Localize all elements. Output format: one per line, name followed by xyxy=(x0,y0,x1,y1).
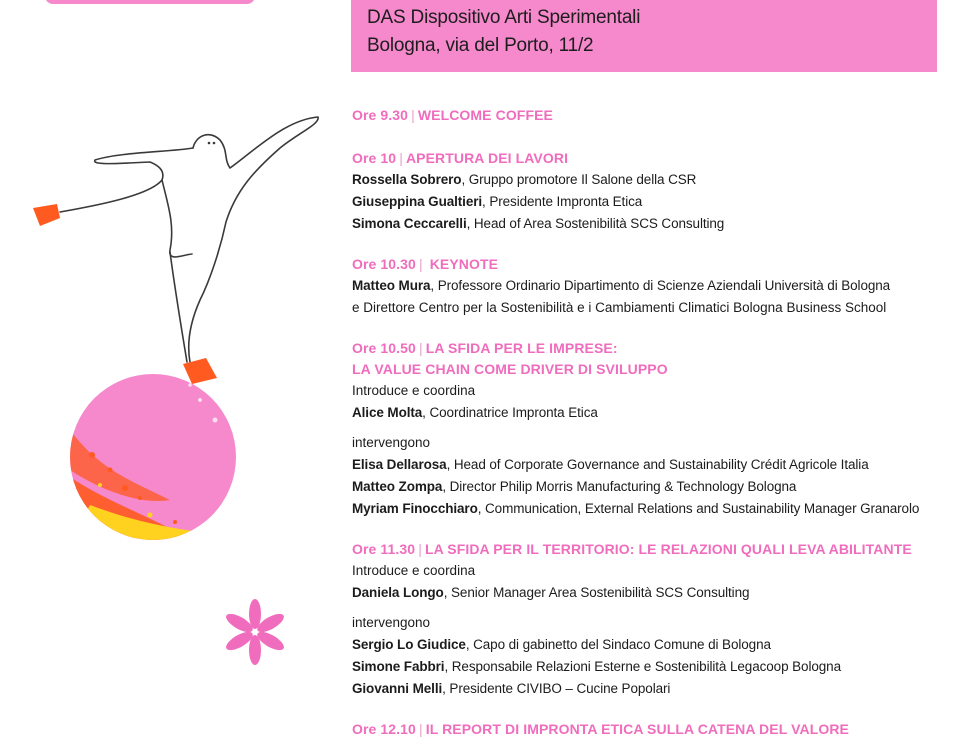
speaker-name: Rossella Sobrero xyxy=(352,172,462,187)
session-time: Ore 10.50 xyxy=(352,340,416,356)
moderator-name: Alice Molta xyxy=(352,405,423,420)
speaker-name: Myriam Finocchiaro xyxy=(352,501,478,516)
speaker-name: Matteo Zompa xyxy=(352,479,443,494)
moderator-line xyxy=(352,582,952,604)
speaker-role: , Director Philip Morris Manufacturing & Technology Bologna xyxy=(442,479,797,494)
session-heading xyxy=(352,148,952,169)
speaker-line xyxy=(352,169,952,191)
speaker-role: , Presidente Impronta Etica xyxy=(482,194,643,209)
session-apertura xyxy=(352,148,952,235)
session-time: Ore 10.30 xyxy=(352,256,416,272)
speaker-line xyxy=(352,454,952,476)
intro-label: Introduce e coordina xyxy=(352,563,476,578)
dancer-eye xyxy=(208,142,211,145)
speaker-line xyxy=(352,678,952,700)
session-time: Ore 12.10 xyxy=(352,721,416,737)
speaker-role: , Communication, External Relations and Sustainability Manager Granarolo xyxy=(477,501,920,516)
session-heading xyxy=(352,539,952,560)
venue-name: DAS Dispositivo Arti Sperimentali xyxy=(367,7,641,28)
speaker-line xyxy=(352,656,952,678)
speaker-line xyxy=(352,498,952,520)
session-title: KEYNOTE xyxy=(425,256,499,272)
moderator-role: , Senior Manager Area Sostenibilità SCS Consulting xyxy=(443,585,750,600)
speaker-role: , Head of Area Sostenibilità SCS Consulting xyxy=(466,216,725,231)
heading-separator: | xyxy=(418,721,423,737)
moderator-role: , Coordinatrice Impronta Etica xyxy=(422,405,598,420)
session-report xyxy=(352,719,952,740)
session-heading xyxy=(352,719,952,740)
session-sfida-imprese xyxy=(352,338,952,520)
heading-separator: | xyxy=(418,340,423,356)
venue-banner xyxy=(351,0,937,72)
heading-separator: | xyxy=(399,150,403,166)
session-title: WELCOME COFFEE xyxy=(417,107,553,123)
speaker-name: Matteo Mura xyxy=(352,278,431,293)
session-title: LA SFIDA PER IL TERRITORIO: LE RELAZIONI QUALI LEVA ABILITANTE xyxy=(424,541,912,557)
speaker-role: , Capo di gabinetto del Sindaco Comune di Bologna xyxy=(465,637,771,652)
session-title: IL REPORT DI IMPRONTA ETICA SULLA CATENA DEL VALORE xyxy=(425,721,849,737)
dancer-eye xyxy=(213,142,216,145)
session-heading xyxy=(352,105,952,126)
moderator-line xyxy=(352,402,952,424)
speaker-line xyxy=(352,213,952,235)
speaker-name: Simone Fabbri xyxy=(352,659,445,674)
session-welcome-coffee xyxy=(352,105,952,126)
session-sfida-territorio xyxy=(352,539,952,700)
session-title: LA SFIDA PER LE IMPRESE: xyxy=(425,340,618,356)
session-title: APERTURA DEI LAVORI xyxy=(405,150,569,166)
speaker-role: , Professore Ordinario Dipartimento di Scienze Aziendali Università di Bologna xyxy=(430,278,891,293)
heading-separator: | xyxy=(418,541,422,557)
speaker-line xyxy=(352,634,952,656)
flower-icon xyxy=(223,599,286,665)
speaker-role: , Responsabile Relazioni Esterne e Sostenibilità Legacoop Bologna xyxy=(444,659,841,674)
moderator-name: Daniela Longo xyxy=(352,585,444,600)
program-schedule xyxy=(352,105,952,740)
speaker-role-continuation: e Direttore Centro per la Sostenibilità e i Cambiamenti Climatici Bologna Business School xyxy=(352,300,887,315)
session-time: Ore 11.30 xyxy=(352,541,416,557)
dancer-on-ball-illustration xyxy=(0,100,345,750)
session-time: Ore 9.30 xyxy=(352,107,409,123)
left-shoe xyxy=(33,204,60,226)
speaker-name: Giuseppina Gualtieri xyxy=(352,194,483,209)
session-time: Ore 10 xyxy=(352,150,397,166)
speakers-label: intervengono xyxy=(352,615,431,630)
heading-separator: | xyxy=(418,256,423,272)
speaker-line xyxy=(352,476,952,498)
speakers-label: intervengono xyxy=(352,435,431,450)
dancer-figure xyxy=(60,117,318,362)
speaker-name: Elisa Dellarosa xyxy=(352,457,447,472)
speaker-role: , Gruppo promotore Il Salone della CSR xyxy=(461,172,697,187)
session-title-line-2: LA VALUE CHAIN COME DRIVER DI SVILUPPO xyxy=(352,361,668,377)
top-decorative-tab xyxy=(45,0,255,4)
session-keynote xyxy=(352,254,952,319)
intro-label: Introduce e coordina xyxy=(352,383,476,398)
speaker-role: , Presidente CIVIBO – Cucine Popolari xyxy=(442,681,671,696)
ball-graphic xyxy=(60,374,236,560)
heading-separator: | xyxy=(411,107,415,123)
speaker-name: Sergio Lo Giudice xyxy=(352,637,466,652)
speaker-name: Simona Ceccarelli xyxy=(352,216,467,231)
speaker-line xyxy=(352,275,952,297)
speaker-role: , Head of Corporate Governance and Sustainability Crédit Agricole Italia xyxy=(446,457,869,472)
right-shoe xyxy=(183,358,217,384)
session-heading xyxy=(352,338,952,359)
speaker-line xyxy=(352,191,952,213)
session-heading xyxy=(352,254,952,275)
speaker-name: Giovanni Melli xyxy=(352,681,443,696)
venue-address: Bologna, via del Porto, 11/2 xyxy=(367,35,594,56)
